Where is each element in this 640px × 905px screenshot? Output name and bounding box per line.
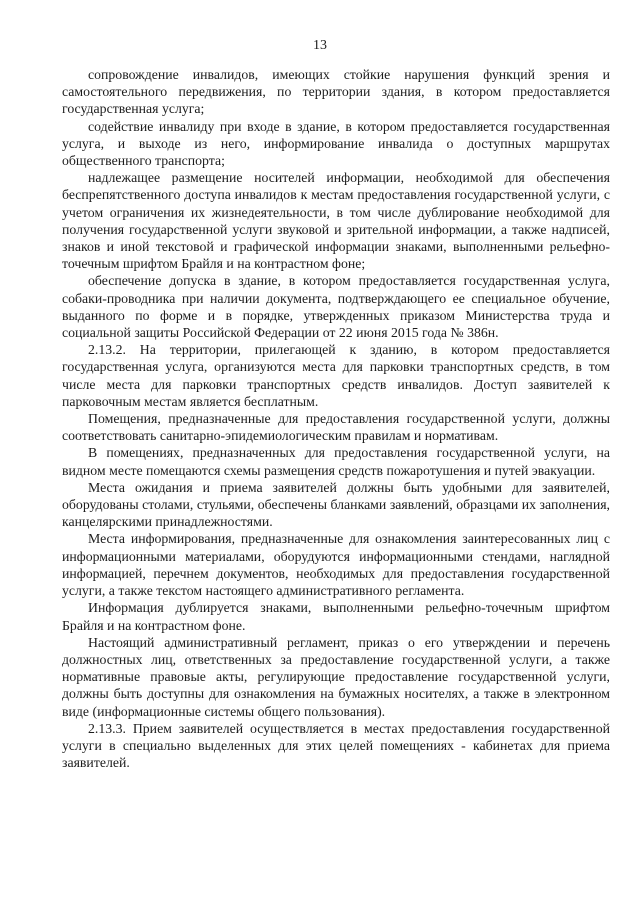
paragraph: Места ожидания и приема заявителей должны быть удобными для заявителей, оборудованы столами, стульями, обеспечены бланками заявлений, образцами их заполнения, канцелярскими принадлежностями. (62, 479, 610, 530)
paragraph: Настоящий административный регламент, приказ о его утверждении и перечень должностных лиц, ответственных за предоставление государственной услуги, а также нормативные правовые акты, регулирующие предоставление государственной услуги, должны быть доступны для ознакомления на бумажных носителях, а также в электронном виде (информационные системы общего пользования). (62, 634, 610, 719)
paragraph: Места информирования, предназначенные для ознакомления заинтересованных лиц с информационными материалами, оборудуются информационными стендами, наглядной информацией, перечнем документов, необходимых для предоставления государственной услуги, а также текстом настоящего административного регламента. (62, 531, 610, 599)
paragraph: Информация дублируется знаками, выполненными рельефно-точечным шрифтом Брайля и на контрастном фоне. (62, 600, 610, 633)
page-number: 13 (313, 38, 327, 53)
paragraph: содействие инвалиду при входе в здание, в котором предоставляется государственная услуга, и выходе из него, информирование инвалида о доступных маршрутах общественного транспорта; (62, 118, 610, 169)
paragraph: надлежащее размещение носителей информации, необходимой для обеспечения беспрепятственного доступа инвалидов к местам предоставления государственной услуги, с учетом ограничения их жизнедеятельности, в том числе дублирование необходимой для получения государственной услуги звуковой и зрительной информации, а также надписей, знаков и иной текстовой и графической информации знаками, выполненными рельефно-точечным шрифтом Брайля и на контрастном фоне; (62, 170, 610, 272)
paragraph: Помещения, предназначенные для предоставления государственной услуги, должны соответствовать санитарно-эпидемиологическим правилам и нормативам. (62, 411, 610, 444)
paragraph: 2.13.3. Прием заявителей осуществляется в местах предоставления государственной услуги в специально выделенных для этих целей помещениях - кабинетах для приема заявителей. (62, 720, 610, 771)
paragraph: обеспечение допуска в здание, в котором предоставляется государственная услуга, собаки-проводника при наличии документа, подтверждающего ее специальное обучение, выданного по форме и в порядке, утвержденных приказом Министерства труда и социальной защиты Российской Федерации от 22 июня 2015 года № 386н. (62, 273, 610, 341)
paragraph: 2.13.2. На территории, прилегающей к зданию, в котором предоставляется государственная услуга, организуются места для парковки транспортных средств, в том числе места для парковки транспортных средств инвалидов. Доступ заявителей к парковочным местам является бесплатным. (62, 342, 610, 409)
paragraph: сопровождение инвалидов, имеющих стойкие нарушения функций зрения и самостоятельного передвижения, по территории здания, в котором предоставляется государственная услуга; (62, 67, 610, 117)
paragraph: В помещениях, предназначенных для предоставления государственной услуги, на видном месте помещаются схемы размещения средств пожаротушения и путей эвакуации. (62, 445, 610, 478)
document-body (62, 66, 610, 771)
